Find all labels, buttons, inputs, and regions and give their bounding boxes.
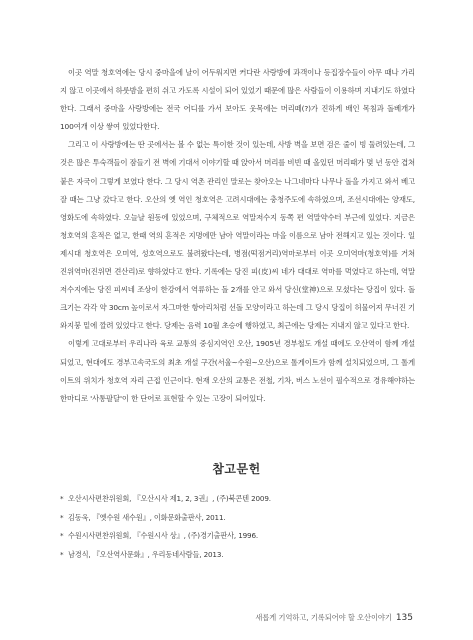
body-paragraph-2: 그리고 이 사랑방에는 딴 곳에서는 볼 수 없는 특이한 것이 있는데, 사방 벽을 보면 검은 줄이 빙 둘려있는데, 그것은 많은 투숙객들이 잠들기 전 벽에 기대서 이야기할 때 앉아서 머리를 비빈 때 올있던 머리때가 몇 년 동안 겹쳐 붙은 자국이 그렇게 보였다 한다. 그 당시 역촌 관리인 말로는 찾아오는 나그네마다 나무나 돌을 가지고 와서 베고 잘 때는 그냥 갔다고 한다. 오산의 옛 역인 청호역은 고려시대에는 충청주도에 속하였으며, 조선시대에는 양재도, 영화도에 속하였다. 오늘날 원동에 있었으며, 구체적으로 역말저수지 동쪽 편 역말약수터 부근에 있었다. 지금은 청호역의 흔적은 없고, 한때 역의 흔적은 지명에만 남아 역말이라는 마을 이름으로 남아 전해지고 있는 것이다. 일제시대 청호역은 오미역, 성호역으로도 불려왔다는데, 병점(떡점거리)역마로부터 이곳 오미역마(청호역)를 거쳐 진위역마(진위면 견산리)로 향하였다고 한다. 기록에는 당진 피(皮)씨 네가 대대로 역마를 먹였다고 하는데, 역말저수지에는 당진 피씨네 조상이 한강에서 역류하는 돌 2개를 안고 와서 당신(堂神)으로 모셨다는 당집이 있다. 돌 크기는 각각 약 30cm 높이로서 자그마한 항아리처럼 선돌 모양이라고 하는데 그 당시 당집이 허물어져 무너진 기와지붕 밑에 깔려 있었다고 한다. 당제는 음력 10월 초승에 행하였고, 최근에는 당제는 지내지 않고 있다고 한다. bbox=[60, 140, 415, 331]
bullet-icon: * bbox=[60, 494, 64, 503]
reference-text: 수원시사편찬위원회, 『수원시사 상』, (주)경기출판사, 1996. bbox=[68, 531, 259, 540]
body-paragraph-3: 이렇게 고대로부터 우리나라 육로 교통의 중심지역인 오산, 1905년 경부철도 개설 때에도 오산역이 함께 개설되었고, 현대에도 경부고속국도의 최초 개설 구간(서울~수원~오산)으로 톨게이트가 함께 설치되었으며, 그 톨게이트의 위치가 청호역 자리 근접 인근이다. 현재 오산의 교통은 전철, 기차, 버스 노선이 필수적으로 경유해야하는 한마디로 '사통팔달'이 한 단어로 표현할 수 있는 고장이 되어있다. bbox=[60, 339, 415, 403]
reference-item bbox=[60, 546, 420, 565]
bullet-icon: * bbox=[60, 549, 64, 559]
running-title: 새롭게 기억하고, 기록되어야 할 오산이야기 bbox=[255, 613, 392, 622]
reference-item bbox=[60, 509, 420, 528]
reference-text: 남경식, 『오산역사문화』, 우리동네사람들, 2013. bbox=[68, 549, 224, 559]
page-number: 135 bbox=[395, 613, 413, 623]
reference-text: 김동욱, 『옛수원 새수원』, 이화문화출판사, 2011. bbox=[68, 512, 226, 522]
reference-text: 오산시사편찬위원회, 『오산시사 제1, 2, 3권』, (주)북콘텐 2009. bbox=[68, 494, 271, 503]
page-footer bbox=[255, 613, 413, 623]
reference-item bbox=[60, 527, 420, 546]
references-list bbox=[60, 490, 420, 564]
bullet-icon: * bbox=[60, 512, 64, 522]
body-text bbox=[60, 64, 415, 408]
references-heading: 참고문헌 bbox=[212, 462, 261, 476]
reference-item bbox=[60, 490, 420, 509]
bullet-icon: * bbox=[60, 531, 64, 540]
body-paragraph-1: 이곳 역말 청호역에는 당시 중마을에 날이 어두워지면 커다란 사랑방에 과객이나 등집장수들이 아무 때나 가리지 않고 이곳에서 하룻밤을 편히 쉬고 가도록 시설이 되어 있었기 때문에 많은 사람들이 이용하며 지내기도 하였다 한다. 그래서 중마을 사랑방에는 전국 어디를 가서 보아도 웃목에는 머리떼(?)가 진하게 배인 목침과 돌베개가 100여개 이상 쌓여 있었다한다. bbox=[60, 68, 415, 132]
